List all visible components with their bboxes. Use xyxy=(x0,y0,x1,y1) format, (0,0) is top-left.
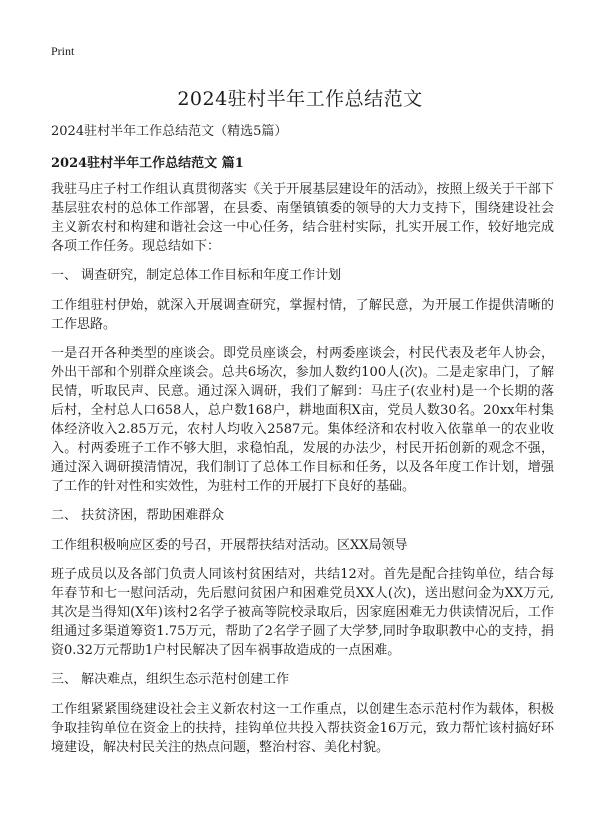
paragraph-meetings: 一是召开各种类型的座谈会。即党员座谈会，村两委座谈会，村民代表及老年人协会，外出干部和个别群众座谈会。总共6场次，参加人数约100人(次)。二是走家串门，了解民情，听取民声、民意。通过深入调研，我们了解到：马庄子(农业村)是一个长期的落后村，全村总人口658人，总户数168户，耕地面积X亩，党员人数30名。20xx年村集体经济收入2.85万元，农村人均收入2587元。集体经济和农村收入依靠单一的农业收入。村两委班子工作不够大胆，求稳怕乱，发展的办法少，村民开拓创新的观念不强，通过深入调研摸清情况，我们制订了总体工作目标和任务，以及各年度工作计划，增强了工作的针对性和实效性，为驻村工作的开展打下良好的基础。 xyxy=(51,346,554,494)
subheading-poverty-relief: 二、 扶贫济困，帮助困难群众 xyxy=(51,508,225,523)
document-body xyxy=(51,180,554,767)
paragraph-pairing: 工作组积极响应区委的号召，开展帮扶结对活动。区XX局领导 xyxy=(51,538,408,553)
section-heading: 2024驻村半年工作总结范文 篇1 xyxy=(51,156,244,171)
paragraph-assistance: 班子成员以及各部门负责人同该村贫困结对，共结12对。首先是配合挂钩单位，结合每年春节和七一慰问活动，先后慰问贫困户和困难党员XX人(次)，送出慰问金为XX万元,其次是当得知(X年)该村2名学子被高等院校录取后，因家庭困难无力供读情况后，工作组通过多渠道筹资1.75万元，帮助了2名学子圆了大学梦,同时争取职教中心的支持，捐资0.32万元帮助1户村民解决了因车祸事故造成的一点困难。 xyxy=(51,567,554,658)
document-subtitle: 2024驻村半年工作总结范文（精选5篇） xyxy=(51,124,288,139)
subheading-eco-village: 三、 解决难点，组织生态示范村创建工作 xyxy=(51,672,290,687)
paragraph-eco-village: 工作组紧紧围绕建设社会主义新农村这一工作重点，以创建生态示范村作为载体，积极争取挂钩单位在资金上的扶持，挂钩单位共投入帮扶资金16万元，致力帮忙该村搞好环境建设，解决村民关注的热点问题，整治村容、美化村貌。 xyxy=(51,702,554,755)
print-label[interactable]: Print xyxy=(51,44,75,58)
intro-paragraph: 我驻马庄子村工作组认真贯彻落实《关于开展基层建设年的活动》，按照上级关于干部下基层驻农村的总体工作部署，在县委、南堡镇镇委的领导的大力支持下，围绕建设社会主义新农村和构建和谐社会这一中心任务，结合驻村实际，扎实开展工作，较好地完成各项工作任务。现总结如下： xyxy=(51,182,554,254)
subheading-research: 一、 调查研究，制定总体工作目标和年度工作计划 xyxy=(51,268,342,283)
document-title: 2024驻村半年工作总结范文 xyxy=(177,88,423,110)
paragraph-research: 工作组驻村伊始，就深入开展调查研究，掌握村情，了解民意，为开展工作提供清晰的工作思路。 xyxy=(51,298,554,332)
